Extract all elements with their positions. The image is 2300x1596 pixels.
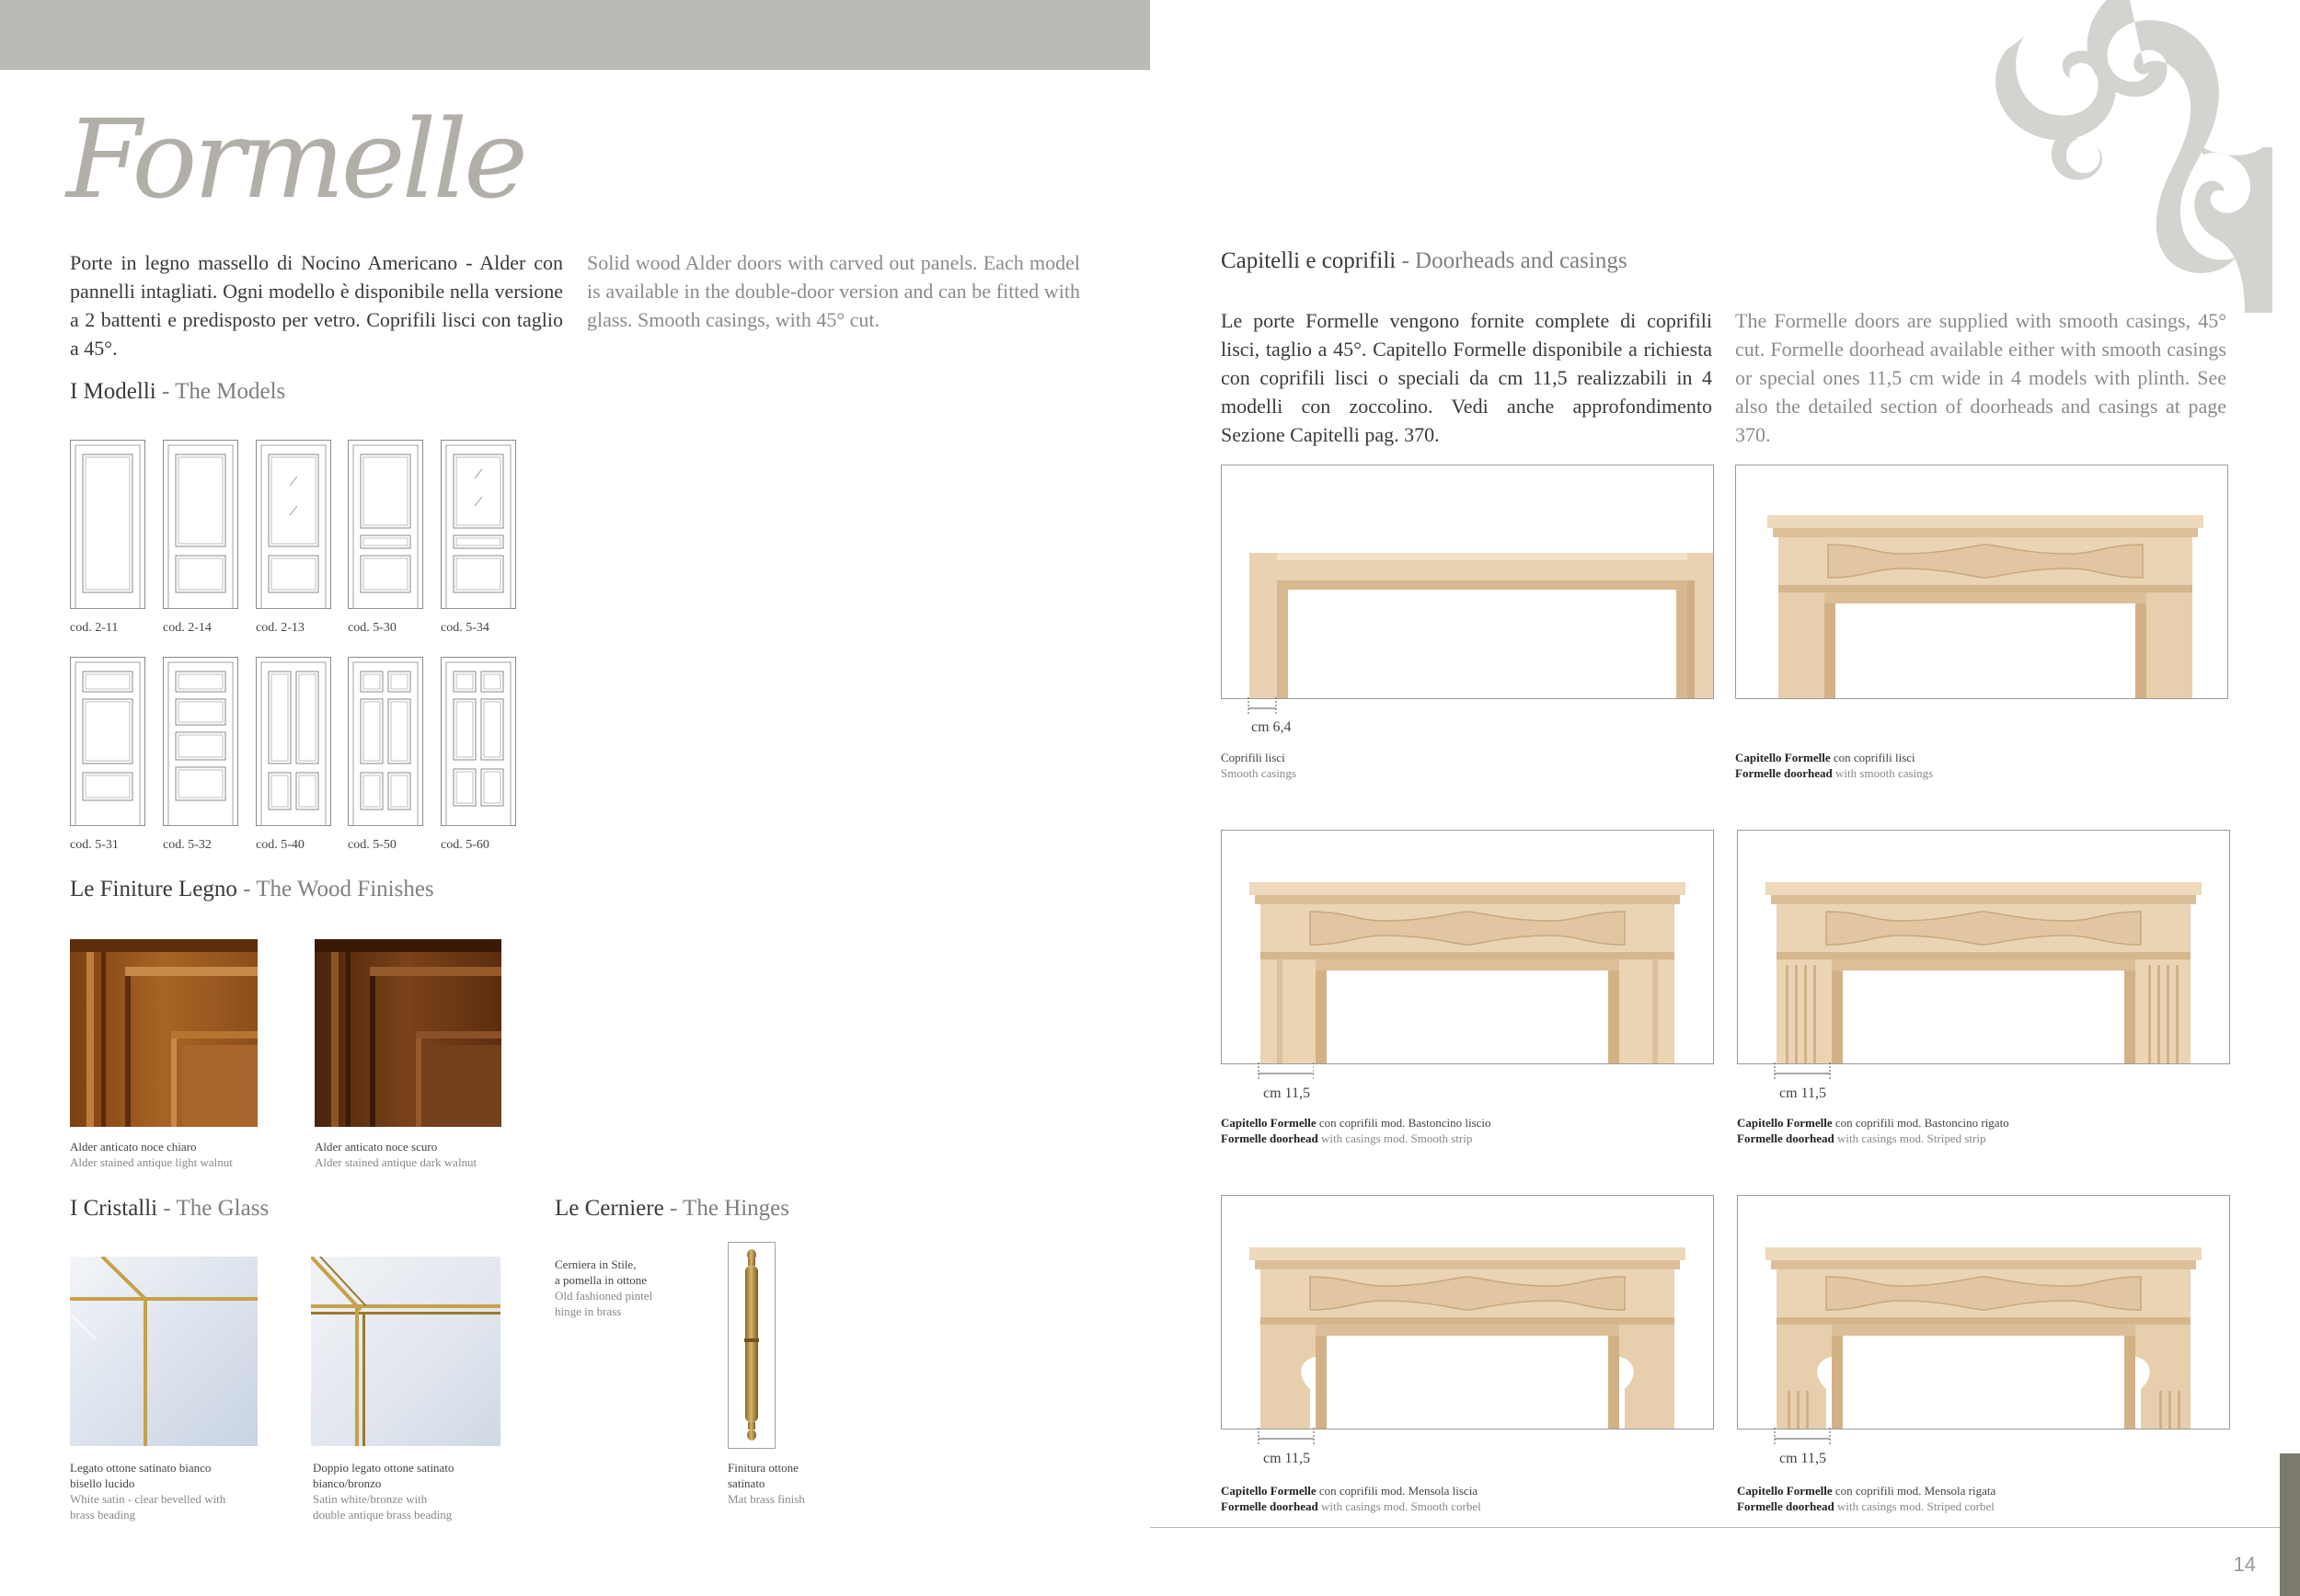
model-code: cod. 2-11	[70, 621, 119, 635]
doorhead-smooth-strip	[1221, 830, 1714, 1064]
finish-caption-light: Alder anticato noce chiaro Alder stained antique light walnut	[70, 1140, 233, 1169]
intro-text-it: Porte in legno massello di Nocino Americano - Alder con pannelli intagliati. Ogni modello è disponibile nella versione a 2 battenti e predisposto per vetro. Coprifili lisci con taglio a 45°.	[70, 251, 563, 360]
dimension-label: cm 11,5	[1779, 1451, 1826, 1466]
dimension-label: cm 11,5	[1263, 1085, 1310, 1101]
footer-rule	[1150, 1527, 2280, 1528]
dimension-label: cm 6,4	[1251, 719, 1292, 735]
door-model-icon	[256, 657, 331, 826]
door-model-icon	[163, 657, 238, 826]
panel-caption: Capitello Formelle con coprifili mod. Bastoncino rigato Formelle doorhead with casings mod. Striped strip	[1737, 1116, 2009, 1145]
brass-hinge-icon	[728, 1242, 776, 1449]
models-heading: I Modelli - The Models	[70, 379, 286, 404]
capitelli-text-it: Le porte Formelle vengono fornite complete di coprifili lisci, taglio a 45°. Capitello Formelle disponibile a richiesta con coprifili lisci o speciali da cm 11,5 realizzabili in 4 modelli con zoccolino. Vedi anche approfondimento Sezione Capitelli pag. 370.	[1221, 309, 1712, 446]
capitelli-text-en: The Formelle doors are supplied with smooth casings, 45° cut. Formelle doorhead available either with smooth casings or special ones 11,5 cm wide in 4 models with plinth. See also the detailed section of doorheads and casings at page 370.	[1735, 309, 2226, 446]
model-code: cod. 5-60	[441, 838, 489, 852]
dimension-label: cm 11,5	[1779, 1085, 1826, 1101]
model-code: cod. 2-14	[163, 621, 212, 635]
dimension-marker	[1765, 1428, 1832, 1446]
door-model-icon	[348, 657, 423, 826]
side-tab	[2280, 1453, 2300, 1596]
doorhead-formelle-smooth	[1735, 465, 2228, 699]
hinges-heading: Le Cerniere - The Hinges	[555, 1196, 790, 1221]
doorhead-smooth-casings	[1221, 465, 1714, 699]
glass-swatch-single	[70, 1257, 258, 1446]
model-code: cod. 5-31	[70, 838, 119, 852]
panel-caption: Coprifili lisci Smooth casings	[1221, 751, 1296, 780]
wood-swatch-dark	[315, 939, 501, 1127]
model-code: cod. 5-32	[163, 838, 212, 852]
page-number: 14	[2233, 1553, 2256, 1576]
model-code: cod. 5-50	[348, 838, 397, 852]
hinge-finish-caption: Finitura ottone satinato Mat brass finish	[728, 1461, 805, 1506]
door-model-icon	[256, 440, 331, 609]
finishes-heading: Le Finiture Legno - The Wood Finishes	[70, 877, 434, 901]
doorhead-striped-strip	[1737, 830, 2230, 1064]
glass-caption-double: Doppio legato ottone satinato bianco/bronzo Satin white/bronze with double antique brass beading	[313, 1461, 454, 1521]
model-code: cod. 2-13	[256, 621, 305, 635]
model-code: cod. 5-30	[348, 621, 397, 635]
dimension-marker	[1249, 1428, 1316, 1446]
panel-caption: Capitello Formelle con coprifili mod. Mensola rigata Formelle doorhead with casings mod. Striped corbel	[1737, 1484, 1996, 1513]
panel-caption: Capitello Formelle con coprifili lisci Formelle doorhead with smooth casings	[1735, 751, 1934, 780]
intro-text-en: Solid wood Alder doors with carved out panels. Each model is available in the double-door version and can be fitted with glass. Smooth casings, with 45° cut.	[587, 251, 1080, 331]
hinge-description: Cerniera in Stile, a pomella in ottone Old fashioned pintel hinge in brass	[555, 1257, 653, 1318]
door-model-icon	[441, 440, 516, 609]
door-model-icon	[441, 657, 516, 826]
dimension-marker	[1765, 1062, 1832, 1081]
doorhead-striped-corbel	[1737, 1195, 2230, 1430]
wood-swatch-light	[70, 939, 258, 1127]
model-code: cod. 5-40	[256, 838, 305, 852]
glass-swatch-double	[311, 1257, 500, 1446]
door-model-icon	[163, 440, 238, 609]
finish-caption-dark: Alder anticato noce scuro Alder stained antique dark walnut	[315, 1140, 477, 1169]
dimension-marker	[1249, 1062, 1314, 1081]
panel-caption: Capitello Formelle con coprifili mod. Mensola liscia Formelle doorhead with casings mod. Smooth corbel	[1221, 1484, 1481, 1513]
door-model-icon	[70, 440, 145, 609]
page-title: Formelle	[66, 96, 524, 223]
capitelli-heading: Capitelli e coprifili - Doorheads and casings	[1221, 248, 1627, 273]
top-band	[0, 0, 1150, 70]
glass-caption-single: Legato ottone satinato bianco bisello lucido White satin - clear bevelled with brass beading	[70, 1461, 226, 1521]
doorhead-smooth-corbel	[1221, 1195, 1714, 1430]
model-code: cod. 5-34	[441, 621, 489, 635]
panel-caption: Capitello Formelle con coprifili mod. Bastoncino liscio Formelle doorhead with casings mod. Smooth strip	[1221, 1116, 1491, 1145]
dimension-label: cm 11,5	[1263, 1451, 1310, 1466]
baroque-ornament-icon	[1969, 0, 2272, 313]
door-model-icon	[70, 657, 145, 826]
dimension-marker	[1237, 697, 1293, 716]
glass-heading: I Cristalli - The Glass	[70, 1196, 270, 1221]
door-model-icon	[348, 440, 423, 609]
